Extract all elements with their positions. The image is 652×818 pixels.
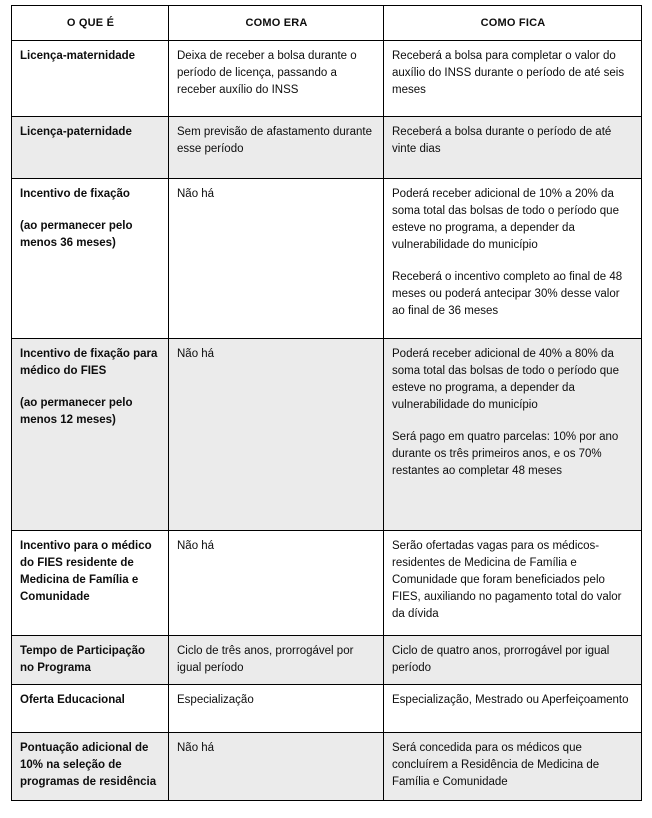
cell-paragraph: Não há xyxy=(177,188,215,201)
cell-paragraph: Ciclo de quatro anos, prorrogável por igual período xyxy=(392,645,610,675)
cell-paragraph: Será concedida para os médicos que concluírem a Residência de Medicina de Família e Comunidade xyxy=(392,742,600,789)
cell-after xyxy=(384,179,642,339)
cell-what xyxy=(12,531,169,636)
cell-paragraph: (ao permanecer pelo menos 36 meses) xyxy=(20,220,133,250)
cell-paragraph: Incentivo de fixação para médico do FIES xyxy=(20,348,158,378)
cell-before xyxy=(169,41,384,117)
cell-paragraph: Oferta Educacional xyxy=(20,694,125,707)
cell-after xyxy=(384,685,642,733)
cell-before xyxy=(169,117,384,179)
cell-paragraph: Incentivo para o médico do FIES residente de Medicina de Família e Comunidade xyxy=(20,540,152,604)
cell-before xyxy=(169,339,384,531)
cell-what xyxy=(12,685,169,733)
cell-paragraph: Pontuação adicional de 10% na seleção de programas de residência xyxy=(20,742,157,789)
column-header-after: COMO FICA xyxy=(384,6,642,41)
cell-what xyxy=(12,41,169,117)
cell-after xyxy=(384,117,642,179)
cell-paragraph: Não há xyxy=(177,540,215,553)
cell-paragraph: Especialização xyxy=(177,694,254,707)
table-row xyxy=(12,636,642,685)
cell-after xyxy=(384,339,642,531)
cell-paragraph: Não há xyxy=(177,742,215,755)
cell-paragraph: Poderá receber adicional de 40% a 80% da soma total das bolsas de todo o período que esteve no programa, a depender da vulnerabilidade do município xyxy=(392,348,619,412)
cell-before xyxy=(169,685,384,733)
cell-what xyxy=(12,179,169,339)
cell-paragraph: (ao permanecer pelo menos 12 meses) xyxy=(20,397,133,427)
cell-paragraph: Especialização, Mestrado ou Aperfeiçoamento xyxy=(392,694,629,707)
cell-paragraph: Não há xyxy=(177,348,215,361)
cell-paragraph: Deixa de receber a bolsa durante o período de licença, passando a receber auxílio do INSS xyxy=(177,50,357,97)
cell-paragraph: Sem previsão de afastamento durante esse período xyxy=(177,126,372,156)
cell-paragraph: Será pago em quatro parcelas: 10% por ano durante os três primeiros anos, e os 70% restantes ao completar 48 meses xyxy=(392,431,619,478)
cell-paragraph: Receberá a bolsa durante o período de até vinte dias xyxy=(392,126,612,156)
cell-paragraph: Serão ofertadas vagas para os médicos-residentes de Medicina de Família e Comunidade que foram beneficiados pelo FIES, auxiliando no pagamento total do valor da dívida xyxy=(392,540,622,621)
table-header-row xyxy=(12,6,642,41)
cell-paragraph: Receberá a bolsa para completar o valor do auxílio do INSS durante o período de até seis meses xyxy=(392,50,625,97)
cell-what xyxy=(12,339,169,531)
cell-paragraph: Licença-maternidade xyxy=(20,50,136,63)
table-row xyxy=(12,339,642,531)
cell-paragraph: Tempo de Participação no Programa xyxy=(20,645,146,675)
column-header-before: COMO ERA xyxy=(169,6,384,41)
cell-what xyxy=(12,117,169,179)
cell-after xyxy=(384,733,642,801)
cell-after xyxy=(384,636,642,685)
cell-after xyxy=(384,531,642,636)
table-row xyxy=(12,531,642,636)
table-body xyxy=(12,41,642,801)
cell-what xyxy=(12,733,169,801)
cell-paragraph: Licença-paternidade xyxy=(20,126,132,139)
table-row xyxy=(12,117,642,179)
cell-paragraph: Receberá o incentivo completo ao final de 48 meses ou poderá antecipar 30% desse valor ao final de 36 meses xyxy=(392,271,623,318)
cell-before xyxy=(169,733,384,801)
cell-paragraph: Ciclo de três anos, prorrogável por igual período xyxy=(177,645,354,675)
table-header xyxy=(12,6,642,41)
cell-before xyxy=(169,636,384,685)
comparison-table xyxy=(11,5,642,801)
cell-before xyxy=(169,179,384,339)
table-row xyxy=(12,41,642,117)
cell-what xyxy=(12,636,169,685)
cell-paragraph: Poderá receber adicional de 10% a 20% da soma total das bolsas de todo o período que esteve no programa, a depender da vulnerabilidade do município xyxy=(392,188,619,252)
cell-paragraph: Incentivo de fixação xyxy=(20,188,130,201)
table-row xyxy=(12,179,642,339)
column-header-what: O QUE É xyxy=(12,6,169,41)
cell-before xyxy=(169,531,384,636)
cell-after xyxy=(384,41,642,117)
comparison-table-container xyxy=(11,5,641,801)
table-row xyxy=(12,685,642,733)
table-row xyxy=(12,733,642,801)
